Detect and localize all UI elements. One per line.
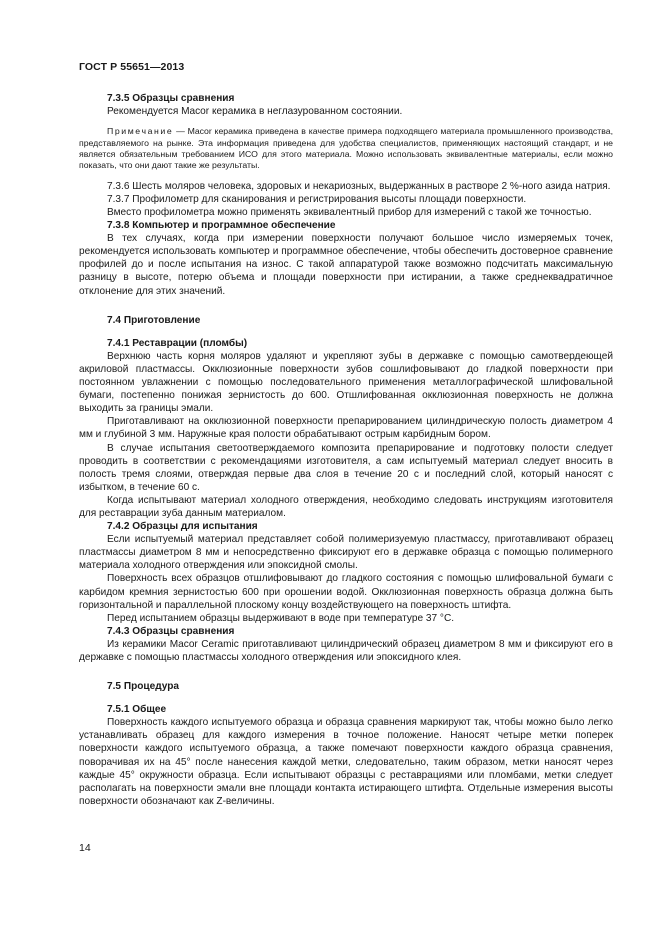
note-text: — Macor керамика приведена в качестве примера подходящего материала промышленного производства, представляемого на рынке. Эта информация приведена для удобства специалистов, применяющих настоящий стандарт, и не является обязательным требованием ИСО для этого материала. Можно использовать эквивалентные материалы, если можно показать, что они дают такие же результаты. — [79, 126, 613, 171]
section-7-3-7-alt-paragraph: Вместо профилометра можно применять эквивалентный прибор для измерений с такой же точностью. — [107, 207, 592, 218]
section-7-4-1-paragraph-4: Когда испытывают материал холодного отверждения, необходимо следовать инструкциям изготовителя для реставрации зуба данным материалом. — [79, 494, 613, 519]
section-7-3-5-paragraph: Рекомендуется Macor керамика в неглазурованном состоянии. — [107, 106, 403, 118]
section-7-5-1-heading: 7.5.1 Общее — [107, 704, 167, 716]
section-7-5-1-paragraph: Поверхность каждого испытуемого образца и образца сравнения маркируют так, чтобы можно было легко устанавливать образец для каждого измерения в точное положение. Наносят четыре метки поперек поверхности каждого испытуемого образца, а также помечают поверхности каждого образца сравнения, поворачивая их на 45° после нанесения каждой метки, следовательно, таким образом, метки наносят через каждые 45° окружности образца. Если испытывают образцы с реставрациями или пломбами, метки следует располагать на поверхности эмали вне площади контакта истирающего штифта. Отдельные измерения высоты поверхности обозначают как Z-величины. — [79, 717, 613, 807]
document-body — [79, 92, 613, 808]
section-7-3-8-paragraph: В тех случаях, когда при измерении поверхности получают большое число измеряемых точек, рекомендуется использовать компьютер и программное обеспечение, чтобы обеспечить достоверное сравнение профилей до и после испытания на износ. С такой аппаратурой также возможно подсчитать максимальную разницу в высоте, потерю объема и площади поверхности при истирании, а также среднеквадратичное отклонение для этих значений. — [79, 233, 613, 297]
section-7-3-8-heading: 7.3.8 Компьютер и программное обеспечение — [107, 220, 336, 232]
section-7-4-1-paragraph-3: В случае испытания светоотверждаемого композита препарирование и подготовку полости следует проводить в соответствии с рекомендациями изготовителя, а сам испытуемый материал следует вносить в полость тремя слоями, отверждая первые два слоя в течение 20 с и последний слой, который наносят с избытком, в течение 60 с. — [79, 442, 613, 493]
section-7-4-3-heading: 7.4.3 Образцы сравнения — [107, 625, 235, 637]
note-paragraph — [79, 126, 613, 172]
section-7-4-1-paragraph-2: Приготавливают на окклюзионной поверхности препарированием цилиндрическую полость диаметром 4 мм и глубиной 3 мм. Наружные края полости обрабатывают острым карбидным бором. — [79, 416, 613, 441]
section-7-4-heading: 7.4 Приготовление — [107, 314, 201, 326]
section-7-3-6-paragraph: 7.3.6 Шесть моляров человека, здоровых и некариозных, выдержанных в растворе 2 %-ного азида натрия. — [107, 180, 611, 192]
section-7-4-2-paragraph-3: Перед испытанием образцы выдерживают в воде при температуре 37 °С. — [107, 612, 455, 624]
page-number: 14 — [79, 842, 91, 854]
section-7-5-heading: 7.5 Процедура — [107, 681, 180, 693]
section-7-4-2-paragraph-2: Поверхность всех образцов отшлифовывают до гладкого состояния с помощью шлифовальной бумаги с карбидом кремния зернистостью 600 при орошении водой. Окклюзионная поверхность образца должна быть горизонтальной и параллельной плоскому концу воздействующего на поверхность штифта. — [79, 573, 613, 611]
section-7-4-2-heading: 7.4.2 Образцы для испытания — [107, 521, 258, 533]
section-7-4-1-paragraph-1: Верхнюю часть корня моляров удаляют и укрепляют зубы в державке с помощью самотвердеющей акриловой пластмассы. Окклюзионные поверхности зубов сошлифовывают до гладкой поверхности при постоянном увлажнении с помощью последовательного применения металлографической шлифовальной бумаги, постепенно понижая зернистость до 600. Отшлифованная окклюзионная поверхность не должна выходить за границы эмали. — [79, 350, 613, 415]
note-label: Примечание — [107, 126, 174, 137]
section-7-3-5-heading: 7.3.5 Образцы сравнения — [107, 93, 235, 104]
section-7-4-3-paragraph: Из керамики Macor Ceramic приготавливают цилиндрический образец диаметром 8 мм и фиксируют его в державке с помощью пластмассы холодного отверждения или эпоксидного клея. — [79, 638, 613, 663]
document-header: ГОСТ Р 55651—2013 — [79, 61, 185, 73]
section-7-3-7-paragraph: 7.3.7 Профилометр для сканирования и регистрирования высоты площади поверхности. — [107, 193, 527, 205]
section-7-4-2-paragraph-1: Если испытуемый материал представляет собой полимеризуемую пластмассу, приготавливают образец пластмассы диаметром 8 мм и непосредственно фиксируют его в державке образца с помощью полимерного материала холодного отверждения или эпоксидной смолы. — [79, 534, 613, 572]
section-7-4-1-heading: 7.4.1 Реставрации (пломбы) — [107, 337, 248, 349]
